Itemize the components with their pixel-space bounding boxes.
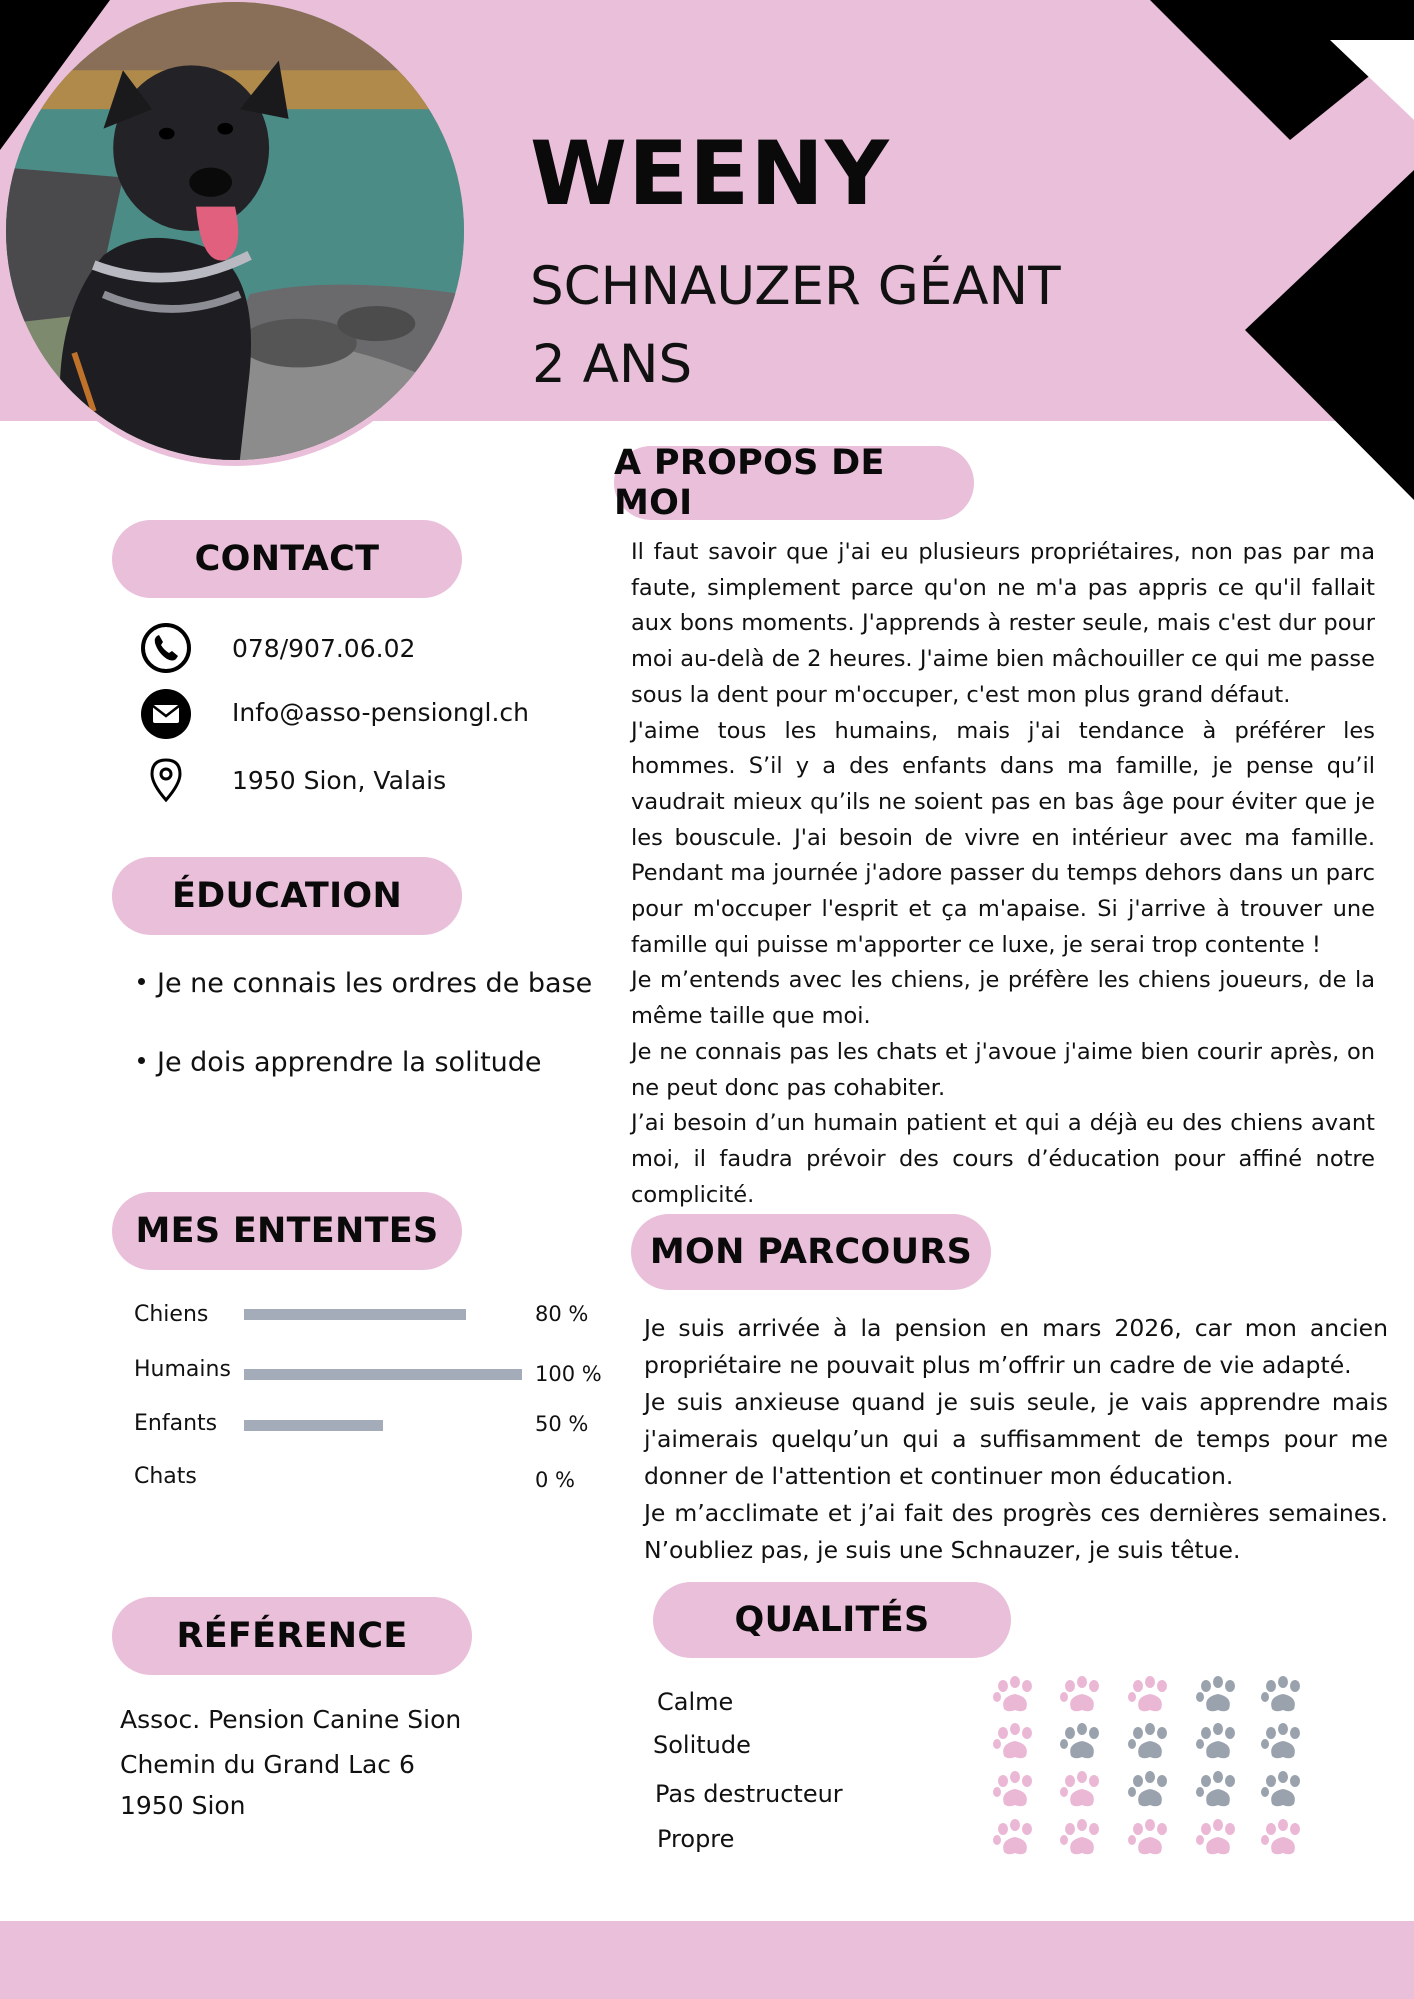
entente-percent: 100 % <box>535 1362 602 1386</box>
paw-icon <box>992 1818 1038 1858</box>
bullet-icon <box>138 1057 145 1064</box>
entente-label: Humains <box>134 1357 231 1382</box>
ententes-heading: MES ENTENTES <box>112 1192 462 1270</box>
about-paragraph: Je m’entends avec les chiens, je préfère les chiens joueurs, de la même taille que moi. <box>631 967 1375 1030</box>
qualites-heading: QUALITÉS <box>653 1582 1011 1658</box>
paw-icon <box>1059 1722 1105 1762</box>
qualite-label: Pas destructeur <box>655 1780 843 1808</box>
entente-bar-fill <box>244 1369 522 1380</box>
paw-icon <box>1127 1675 1173 1715</box>
entente-bar <box>244 1309 522 1320</box>
about-paragraph: Je ne connais pas les chats et j'avoue j'aime bien courir après, on ne peut donc pas cohabiter. <box>631 1038 1375 1101</box>
paw-icon <box>1195 1722 1241 1762</box>
dog-photo <box>0 0 470 466</box>
entente-bar-fill <box>244 1420 383 1431</box>
about-paragraph: J’ai besoin d’un humain patient et qui a déjà eu des chiens avant moi, il faudra prévoir des cours d’éducation pour affiné notre complicité. <box>631 1110 1375 1208</box>
dog-age: 2 ANS <box>532 334 693 395</box>
paw-icon <box>1059 1818 1105 1858</box>
parcours-paragraph: Je suis anxieuse quand je suis seule, je vais apprendre mais j'aimerais quelqu’un qui a suffisamment de temps pour me donner de l'attention et continuer mon éducation. <box>644 1388 1388 1490</box>
corner-triangle-top-right <box>1150 0 1414 140</box>
entente-bar <box>244 1369 522 1380</box>
corner-triangle-right <box>1245 170 1414 500</box>
contact-email[interactable]: Info@asso-pensiongl.ch <box>232 698 530 727</box>
paw-icon <box>1260 1818 1306 1858</box>
paw-icon <box>1127 1770 1173 1810</box>
paw-icon <box>1127 1722 1173 1762</box>
dog-name: WEENY <box>530 122 890 225</box>
dog-breed: SCHNAUZER GÉANT <box>530 256 1061 317</box>
paw-icon <box>1260 1770 1306 1810</box>
paw-icon <box>1195 1675 1241 1715</box>
reference-line: Chemin du Grand Lac 6 <box>120 1750 415 1779</box>
qualite-label: Propre <box>657 1825 735 1853</box>
entente-bar <box>244 1420 522 1431</box>
bullet-icon <box>138 978 145 985</box>
paw-icon <box>992 1675 1038 1715</box>
education-heading: ÉDUCATION <box>112 857 462 935</box>
entente-label: Chats <box>134 1464 197 1489</box>
about-paragraph: Il faut savoir que j'ai eu plusieurs propriétaires, non pas par ma faute, simplement parce qu'on ne m'a pas appris ce qu'il fallait aux bons moments. J'apprends à rester seule, mais c'est dur pour moi au-delà de 2 heures. J'aime bien mâchouiller ce qui me passe sous la dent pour m'occuper, c'est mon plus grand défaut. <box>631 539 1375 708</box>
entente-percent: 50 % <box>535 1412 589 1436</box>
parcours-heading: MON PARCOURS <box>631 1214 991 1290</box>
reference-heading: RÉFÉRENCE <box>112 1597 472 1675</box>
paw-icon <box>1260 1675 1306 1715</box>
about-paragraph: J'aime tous les humains, mais j'ai tendance à préférer les hommes. S’il y a des enfants dans ma famille, je pense qu’il vaudrait mieux qu’ils ne soient pas en bas âge pour éviter que je les bouscule. J'ai besoin de vivre en intérieur avec ma famille. Pendant ma journée j'adore passer du temps dehors dans un parc pour m'occuper l'esprit et ça m'apaise. Si j'arrive à trouver une famille qui puisse m'apporter ce luxe, je serai trop contente ! <box>631 717 1375 958</box>
paw-icon <box>992 1722 1038 1762</box>
paw-icon <box>1127 1818 1173 1858</box>
contact-phone: 078/907.06.02 <box>232 634 416 663</box>
entente-label: Enfants <box>134 1411 218 1436</box>
parcours-paragraph: Je suis arrivée à la pension en mars 2026, car mon ancien propriétaire ne pouvait plus m’offrir un cadre de vie adapté. <box>644 1314 1388 1379</box>
education-item <box>138 968 592 999</box>
contact-address: 1950 Sion, Valais <box>232 766 447 795</box>
contact-address-row <box>140 754 447 806</box>
parcours-text <box>644 1310 1388 1569</box>
about-text <box>631 535 1375 1213</box>
footer-band <box>0 1921 1414 1999</box>
paw-icon <box>1195 1818 1241 1858</box>
entente-label: Chiens <box>134 1302 209 1327</box>
reference-line: Assoc. Pension Canine Sion <box>120 1705 462 1734</box>
entente-percent: 80 % <box>535 1302 589 1326</box>
contact-heading: CONTACT <box>112 520 462 598</box>
dog-photo-illustration <box>6 2 464 460</box>
paw-icon <box>1059 1675 1105 1715</box>
paw-icon <box>1195 1770 1241 1810</box>
phone-icon <box>140 622 192 674</box>
reference-line: 1950 Sion <box>120 1791 246 1820</box>
about-heading: A PROPOS DE MOI <box>614 446 974 520</box>
entente-percent: 0 % <box>535 1468 575 1492</box>
paw-icon <box>1059 1770 1105 1810</box>
qualite-label: Solitude <box>653 1731 751 1759</box>
qualite-label: Calme <box>657 1688 734 1716</box>
education-item-text: Je dois apprendre la solitude <box>157 1047 542 1078</box>
parcours-paragraph: Je m’acclimate et j’ai fait des progrès ces dernières semaines. N’oubliez pas, je suis une Schnauzer, je suis têtue. <box>644 1499 1388 1564</box>
mail-icon <box>140 688 192 740</box>
contact-phone-row <box>140 622 416 674</box>
entente-bar-fill <box>244 1309 466 1320</box>
paw-icon <box>1260 1722 1306 1762</box>
location-pin-icon <box>140 754 192 806</box>
paw-icon <box>992 1770 1038 1810</box>
contact-email-row <box>140 688 530 740</box>
entente-bar <box>244 1472 522 1483</box>
education-item <box>138 1047 542 1078</box>
education-item-text: Je ne connais les ordres de base <box>157 968 593 999</box>
